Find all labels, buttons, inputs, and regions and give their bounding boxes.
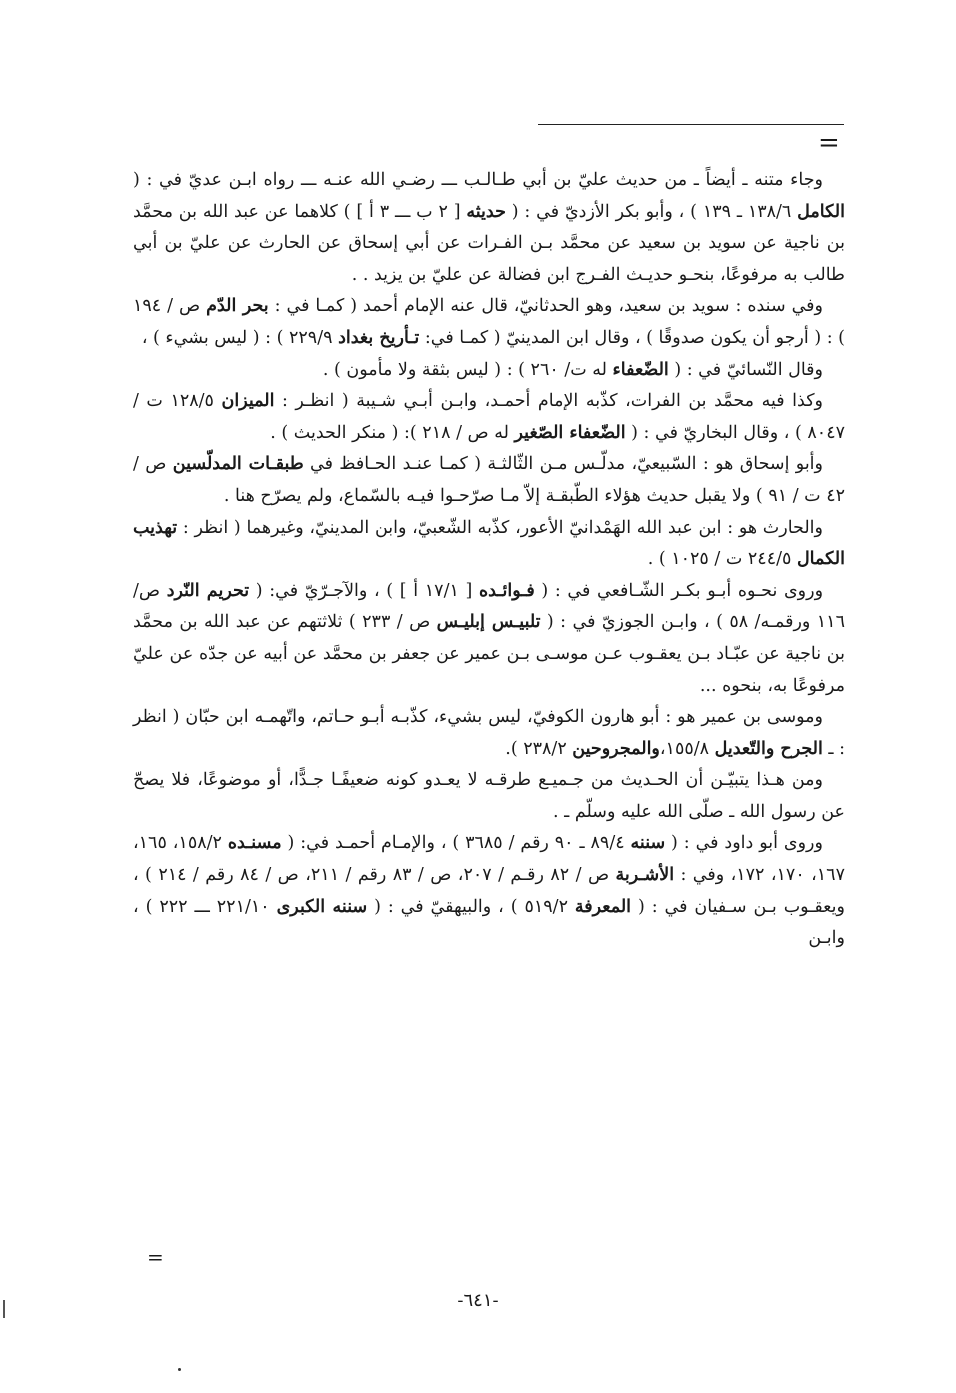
- page-number: -٦٤١-: [457, 1290, 499, 1311]
- book-title: بحر الدّم: [206, 296, 269, 317]
- continuation-mark-bottom: =: [147, 1245, 164, 1269]
- paragraph: [133, 449, 845, 512]
- book-title: الأشـربة: [615, 865, 675, 886]
- paragraph: [133, 386, 845, 449]
- book-title: الجرح والتّعديل: [714, 738, 823, 759]
- paragraph-text: [ ١٧/١ أ ] ) ، والآجـرّيّ في: (: [249, 580, 479, 601]
- paragraph: [133, 355, 845, 387]
- book-title: والمجروحين: [572, 738, 660, 759]
- paragraph-text: ص / ١٩٤ ) : ( أرجو أن يكون صدوقًا ) ، وقال ابن المدينيّ ( كمـا في:: [133, 296, 845, 348]
- book-title: طبقـات المدلّسين: [172, 454, 304, 475]
- paragraph: [133, 828, 845, 954]
- paragraph-text: له ص / ٢١٨ ): ( منكر الحديث ) .: [270, 422, 515, 443]
- paragraph: [133, 765, 845, 828]
- paragraph-text: وفي سنده : سويد بن سعيد، وهو الحدثانيّ، قال عنه الإمام أحمد ( كمـا في :: [268, 296, 823, 317]
- paragraph-text: وروى أبو داود في : (: [665, 833, 823, 854]
- book-title: الضّعفاء الصّغير: [514, 422, 626, 443]
- paragraph-text: ٥١٩/٢ ) ، والبيهقيّ في : (: [367, 896, 575, 917]
- paragraph-text: وروى نحـوه أبـو بكـر الشّـافعي في : (: [534, 580, 824, 601]
- paragraph-text: ص / ٤٢ ت / ٩١ ) ولا يقبل حديث هؤلاء الطّبقـة إلاّ مـا صرّحـوا فيـه بالسّماع، ولم يصرّح هنا .: [133, 454, 845, 506]
- book-title: تهذيب الكمال: [133, 517, 845, 570]
- paragraph-text: ٢٣٨/٢ ).: [505, 738, 573, 759]
- continuation-mark-top: =: [818, 128, 840, 158]
- paragraph: [133, 291, 845, 354]
- paragraph-text: ١٢٨/٥ ت / ٨٠٤٧ ) ، وقال البخاريّ في : (: [133, 391, 845, 443]
- footnote-body: [133, 165, 845, 955]
- paragraph: [133, 165, 845, 291]
- paragraph-text: ٢٢١/١٠ ـــ ٢٢٢ ) ، وابـن: [133, 896, 845, 949]
- paragraph-text: وجاء متنه ـ أيضاً ـ من حديث عليّ بن أبي طـالـب ـــ رضـي الله عنـه ـــ رواه ابـن عديّ في : (: [133, 170, 823, 190]
- book-title: المعرفة: [574, 896, 632, 917]
- book-title: سننه الكبرى: [276, 896, 368, 917]
- paragraph-text: ص / ٢٣٣ ) ثلاثتهم عن عبد الله بن محمَّد بن ناجية عن عبّـاد بـن يعقـوب عـن موسـى بـن عمير عن جعفر بن محمَّد عن أبيه عن جدّه عن عليّ مرفوعًا به، بنحوه ...: [133, 612, 845, 696]
- paragraph-text: ومن هـذا يتبيّـن أن الحـديث من جـميـع طرقـه لا يعـدو كونه ضعيفًـا جـدًّا، أو موضوعًا، فلا يصحّ عن رسول الله ـ صلّى الله عليه وسلّم ـ .: [133, 770, 845, 822]
- paragraph: [133, 702, 845, 765]
- paragraph: [133, 513, 845, 576]
- book-title: الميزان: [221, 391, 275, 412]
- paragraph-text: ١٥٨/٢، ١٦٥، ١٦٧، ١٧٠، ١٧٢، وفي :: [133, 833, 845, 886]
- book-title: حديثه: [466, 201, 506, 222]
- paragraph-text: ص / ٨٢ رقـم / ٢٠٧، ص / ٨٣ رقم / ٢١١، ص / ٨٤ رقم / ٢١٤ ) ، ويعقـوب بـن سـفيان في : (: [133, 865, 845, 917]
- paragraph-text: وأبو إسحاق هو : السّبيعيّ، مدلّـس مـن الثّالثـة ( كمـا عنـد الحـافظ في: [303, 454, 823, 475]
- book-title: تلبيـس إبليـس: [436, 612, 541, 633]
- scan-margin-mark: [3, 1300, 5, 1318]
- paragraph-text: ٢٢٩/٩ ) : ( ليس بشيء ) ،: [141, 327, 339, 348]
- book-title: سننه: [630, 833, 666, 854]
- paragraph-text: [ ٢ ب ـــ ٣ أ ] ) كلاهما عن عبد الله بن محمَّد بن ناجية عن سويد بن سعيد عن محمَّد بـن الفـرات عن أبي إسحاق عن الحارث عن عليّ بن أبي طالب به مرفوعًا، بنحـو حديـث الفـرج ابن فضالة عن عليّ بن يزيد . .: [133, 201, 845, 285]
- paragraph-text: وكذا فيه محمَّد بن الفرات، كذّبه الإمام أحمـد، وابـن أبـي شـيبة ( انظـر :: [274, 391, 823, 412]
- paragraph-text: له ت/ ٢٦٠ ) : ( ليس بثقة ولا مأمون ) .: [322, 359, 613, 380]
- book-title: فـوائـده: [479, 580, 535, 601]
- scan-speck: [178, 1368, 181, 1371]
- paragraph: [133, 576, 845, 702]
- paragraph-text: ٢٤٤/٥ ت / ١٠٢٥ ) .: [647, 549, 797, 570]
- book-title: تـأريخ بغداد: [338, 327, 420, 348]
- paragraph-text: ص/١١٦ ورقمـه/ ٥٨ ) ، وابـن الجوزيّ في : (: [133, 580, 845, 633]
- book-title: الكامل: [797, 201, 845, 222]
- paragraph-text: وقال النّسائيّ في : (: [668, 359, 823, 380]
- book-title: الضّعفاء: [612, 359, 669, 380]
- paragraph-text: وموسى بن عمير هو : أبو هارون الكوفيّ، ليس بشيء، كذّبـه أبـو حـاتم، واتّهمـه ابن حبّان ( انظر : ـ: [133, 707, 845, 759]
- book-title: تحريم النّرد: [166, 580, 250, 601]
- footnote-separator-rule: [538, 124, 844, 125]
- book-title: مسنـده: [227, 833, 282, 854]
- paragraph-text: ١٣٨/٦ ـ ١٣٩ ) ، وأبو بكر الأزديّ في : (: [505, 201, 798, 222]
- paragraph-text: والحارث هو : ابن عبد الله الهَمْدانيّ الأعور، كذّبه الشّعبيّ، وابن المدينيّ، وغيرهما ( انظر :: [177, 517, 823, 538]
- paragraph-text: ٨٩/٤ ـ ٩٠ رقم / ٣٦٨٥ ) ، والإمـام أحمـد في: (: [281, 833, 631, 854]
- paragraph-text: ١٥٥/٨،: [659, 738, 715, 759]
